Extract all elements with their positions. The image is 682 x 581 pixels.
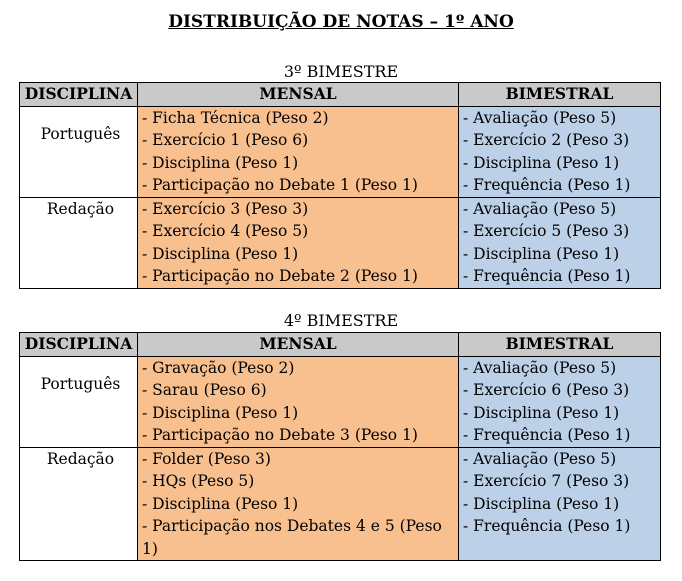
list-item: - Disciplina (Peso 1)	[142, 244, 299, 263]
list-item: - Disciplina (Peso 1)	[463, 244, 620, 263]
list-item: - Frequência (Peso 1)	[463, 267, 631, 285]
list-item: - Folder (Peso 3)	[142, 449, 271, 468]
list-item: - Frequência (Peso 1)	[463, 176, 631, 194]
table-row	[20, 356, 661, 447]
list-item: - Disciplina (Peso 1)	[463, 403, 620, 422]
header-bimestral: BIMESTRAL	[459, 333, 661, 357]
list-item: - Avaliação (Peso 5)	[463, 108, 617, 127]
list-item: - Participação no Debate 2 (Peso 1)	[142, 267, 418, 285]
list-item: - Disciplina (Peso 1)	[142, 403, 299, 422]
bimestral-cell	[459, 106, 661, 197]
list-item: - Participação no Debate 3 (Peso 1)	[142, 426, 418, 444]
list-item: - HQs (Peso 5)	[142, 472, 255, 490]
grade-table-3-bimestre	[19, 82, 661, 289]
subject-label: Redação	[46, 449, 115, 468]
table-row	[20, 197, 661, 288]
list-item: - Avaliação (Peso 5)	[463, 199, 617, 218]
subject-cell	[20, 356, 138, 447]
list-item: - Disciplina (Peso 1)	[463, 153, 620, 172]
list-item: - Exercício 5 (Peso 3)	[463, 222, 630, 240]
mensal-cell	[138, 106, 459, 197]
table-header-row	[20, 83, 661, 107]
subject-cell	[20, 447, 138, 561]
header-disciplina: DISCIPLINA	[20, 333, 138, 357]
list-item: - Exercício 1 (Peso 6)	[142, 131, 309, 149]
list-item: - Sarau (Peso 6)	[142, 381, 267, 399]
subject-cell	[20, 106, 138, 197]
list-item: - Disciplina (Peso 1)	[142, 494, 299, 513]
list-item: - Exercício 4 (Peso 5)	[142, 222, 309, 240]
mensal-cell	[138, 356, 459, 447]
subject-label: Português	[40, 124, 121, 143]
table-row	[20, 447, 661, 561]
document-title: DISTRIBUIÇÃO DE NOTAS – 1º ANO	[168, 12, 514, 32]
section-title-4-bimestre: 4º BIMESTRE	[283, 311, 399, 330]
list-item: - Frequência (Peso 1)	[463, 426, 631, 444]
list-item: - Avaliação (Peso 5)	[463, 449, 617, 468]
header-disciplina: DISCIPLINA	[20, 83, 138, 107]
header-mensal: MENSAL	[138, 83, 459, 107]
list-item: - Frequência (Peso 1)	[463, 517, 631, 535]
list-item: - Exercício 6 (Peso 3)	[463, 381, 630, 399]
bimestral-cell	[459, 356, 661, 447]
list-item: - Exercício 7 (Peso 3)	[463, 472, 630, 490]
subject-label: Redação	[46, 199, 115, 218]
mensal-cell	[138, 447, 459, 561]
subject-label: Português	[40, 374, 121, 393]
table-header-row	[20, 333, 661, 357]
list-item: - Disciplina (Peso 1)	[142, 153, 299, 172]
bimestral-cell	[459, 447, 661, 561]
table-row	[20, 106, 661, 197]
grade-table-4-bimestre	[19, 332, 661, 561]
list-item: - Participação no Debate 1 (Peso 1)	[142, 176, 418, 194]
list-item: - Exercício 3 (Peso 3)	[142, 199, 309, 218]
list-item: - Participação nos Debates 4 e 5 (Peso 1)	[142, 517, 442, 558]
list-item: - Disciplina (Peso 1)	[463, 494, 620, 513]
list-item: - Avaliação (Peso 5)	[463, 358, 617, 377]
subject-cell	[20, 197, 138, 288]
list-item: - Gravação (Peso 2)	[142, 358, 295, 377]
header-mensal: MENSAL	[138, 333, 459, 357]
list-item: - Ficha Técnica (Peso 2)	[142, 108, 329, 127]
section-title-3-bimestre: 3º BIMESTRE	[283, 62, 399, 81]
list-item: - Exercício 2 (Peso 3)	[463, 131, 630, 149]
mensal-cell	[138, 197, 459, 288]
bimestral-cell	[459, 197, 661, 288]
header-bimestral: BIMESTRAL	[459, 83, 661, 107]
